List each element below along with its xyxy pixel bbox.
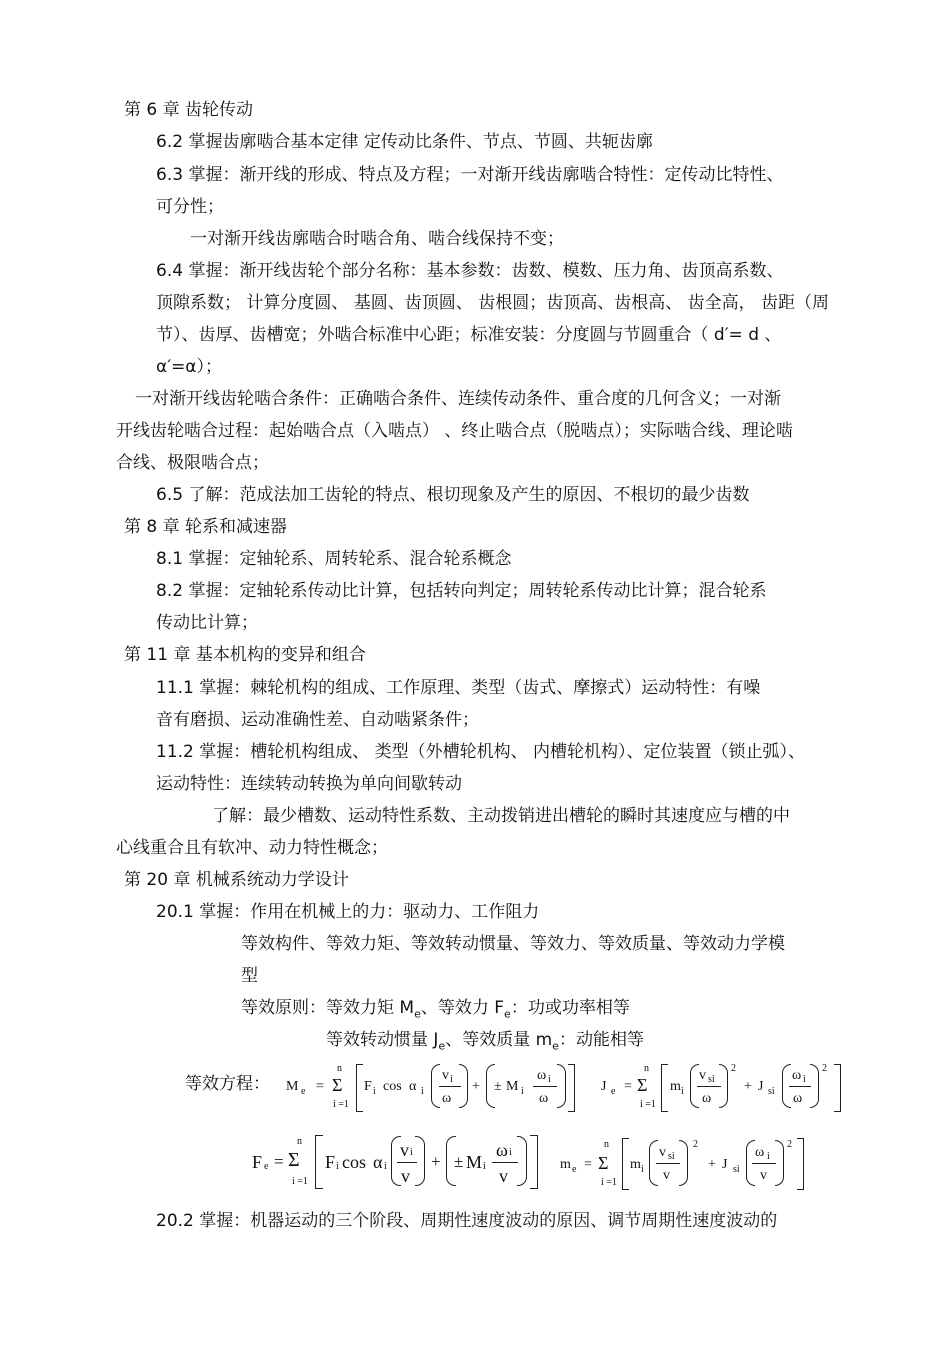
section-20-1-models-cont: 型 <box>241 966 258 986</box>
section-11-2-understand-cont: 心线重合且有软冲、动力特性概念； <box>116 838 388 858</box>
section-20-1-models: 等效构件、等效力矩、等效转动惯量、等效力、等效质量、等效动力学模 <box>241 934 785 954</box>
section-6-4-para2-cont2: 合线、极限啮合点； <box>116 453 269 473</box>
section-11-2-cont: 运动特性：连续转动转换为单向间歇转动 <box>156 774 462 794</box>
section-6-4-para2-cont1: 开线齿轮啮合过程：起始啮合点（入啮点） 、终止啮合点（脱啮点）；实际啮合线、理论啮 <box>116 421 793 441</box>
section-11-2: 11.2 掌握：槽轮机构组成、 类型（外槽轮机构、 内槽轮机构）、定位装置（锁止弧）、 <box>156 742 806 762</box>
section-11-2-understand: 了解：最少槽数、运动特性系数、主动拨销进出槽轮的瞬时其速度应与槽的中 <box>212 806 790 826</box>
chapter-11-heading: 第 11 章 基本机构的变异和组合 <box>124 645 366 665</box>
chapter-20-heading: 第 20 章 机械系统动力学设计 <box>124 870 349 890</box>
section-6-4-cont3: α′=α）； <box>156 357 223 377</box>
section-6-2: 6.2 掌握齿廓啮合基本定律 定传动比条件、节点、节圆、共轭齿廓 <box>156 132 653 152</box>
section-6-4-cont1: 顶隙系数； 计算分度圆、 基圆、齿顶圆、 齿根圆；齿顶高、齿根高、 齿全高， 齿距（周 <box>156 293 830 313</box>
section-6-4: 6.4 掌握：渐开线齿轮个部分名称：基本参数：齿数、模数、压力角、齿顶高系数、 <box>156 261 784 281</box>
section-11-1: 11.1 掌握：棘轮机构的组成、工作原理、类型（齿式、摩擦式）运动特性：有噪 <box>156 678 761 698</box>
section-6-3-cont: 可分性； <box>156 197 224 217</box>
section-20-1: 20.1 掌握：作用在机械上的力：驱动力、工作阻力 <box>156 902 540 922</box>
section-11-1-cont: 音有磨损、运动准确性差、自动啮紧条件； <box>156 710 479 730</box>
equivalence-principle-2: 等效转动惯量 $J_e$、等效质量 $m_e$：动能相等 <box>326 1030 644 1053</box>
section-8-2-cont: 传动比计算； <box>156 613 258 633</box>
section-6-5: 6.5 了解：范成法加工齿轮的特点、根切现象及产生的原因、不根切的最少齿数 <box>156 485 750 505</box>
equivalent-equations-label: 等效方程： <box>185 1074 270 1094</box>
section-20-2: 20.2 掌握：机器运动的三个阶段、周期性速度波动的原因、调节周期性速度波动的 <box>156 1211 778 1231</box>
section-6-4-cont2: 节）、齿厚、齿槽宽；外啮合标准中心距；标准安装：分度圆与节圆重合（ d′= d 、 <box>156 325 782 345</box>
section-6-4-para2: 一对渐开线齿轮啮合条件：正确啮合条件、连续传动条件、重合度的几何含义；一对渐 <box>135 389 781 409</box>
section-6-3: 6.3 掌握：渐开线的形成、特点及方程；一对渐开线齿廓啮合特性：定传动比特性、 <box>156 165 784 185</box>
equivalence-principle-1: 等效原则：等效力矩 $M_e$、等效力 $F_e$：功或功率相等 <box>241 998 630 1021</box>
section-6-3-line2: 一对渐开线齿廓啮合时啮合角、啮合线保持不变； <box>190 229 564 249</box>
chapter-8-heading: 第 8 章 轮系和减速器 <box>124 517 288 537</box>
chapter-6-heading: 第 6 章 齿轮传动 <box>124 100 254 120</box>
section-8-1: 8.1 掌握：定轴轮系、周转轮系、混合轮系概念 <box>156 549 512 569</box>
section-8-2: 8.2 掌握：定轴轮系传动比计算，包括转向判定；周转轮系传动比计算；混合轮系 <box>156 581 767 601</box>
